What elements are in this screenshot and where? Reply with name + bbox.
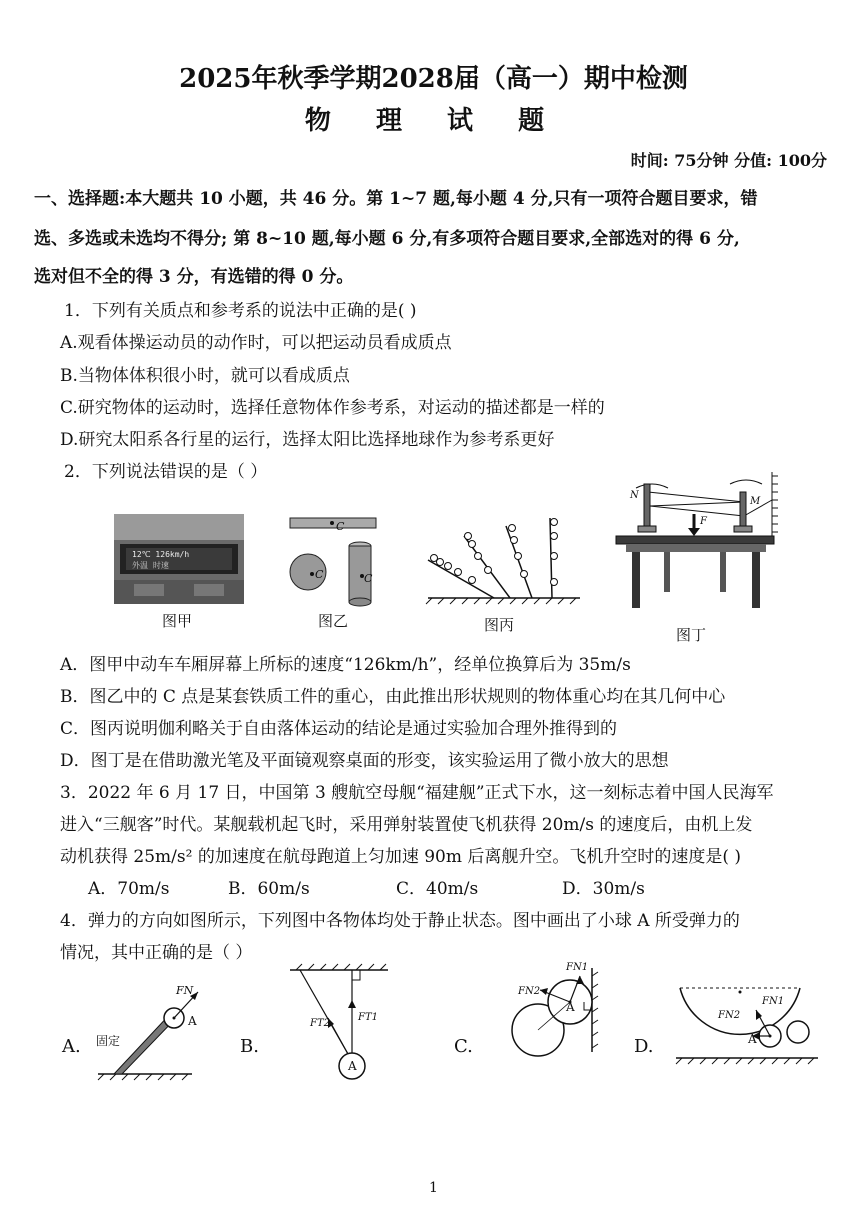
q4-figure-b (284, 962, 394, 1086)
subject-title: 物 理 试 题 (304, 106, 563, 136)
q2-option-c: C．图丙说明伽利略关于自由落体运动的结论是通过实验加合理外推得到的 (60, 719, 618, 739)
section-instruction-line3: 选对但不全的得 3 分，有选错的得 0 分。 (34, 267, 354, 287)
q4-line1: 4．弹力的方向如图所示，下列图中各物体均处于静止状态。图中画出了小球 A 所受弹力的 (60, 911, 740, 931)
label-f: F (700, 516, 707, 527)
q3-option-b: B．60m/s (228, 879, 310, 899)
q2-option-a: A．图甲中动车车厢屏幕上所标的速度“126km/h”，经单位换算后为 35m/s (60, 655, 631, 675)
fig-caption-bing: 图丙 (484, 616, 515, 634)
q4-opt-b-label: B. (240, 1036, 259, 1057)
label-ball-a: A (748, 1032, 757, 1046)
q3-option-a: A．70m/s (88, 879, 170, 899)
label-fn1: FN1 (762, 996, 785, 1007)
q3-line2: 进入“三舰客”时代。某舰载机起飞时，采用弹射装置使飞机获得 20m/s 的速度后，由机上发 (60, 815, 753, 835)
page-number: 1 (429, 1180, 438, 1196)
label-fn2: FN2 (518, 986, 541, 997)
label-c-disc: C (315, 568, 324, 581)
label-c-bar: C (336, 520, 345, 533)
time-score: 时间: 75分钟 分值: 100分 (630, 151, 827, 170)
q1-option-a: A.观看体操运动员的动作时，可以把运动员看成质点 (60, 333, 452, 353)
q4-opt-a-label: A. (62, 1036, 81, 1057)
q4-opt-c-label: C. (454, 1036, 473, 1057)
label-c-cylinder: C (364, 572, 373, 585)
q3-line3: 动机获得 25m/s² 的加速度在航母跑道上匀加速 90m 后离舰升空。飞机升空时的速度是( ) (60, 847, 742, 867)
label-ball-a: A (348, 1059, 357, 1073)
q4-opt-d-label: D. (634, 1036, 654, 1057)
q3-option-d: D．30m/s (562, 879, 645, 899)
label-fn1: FN1 (566, 962, 589, 973)
fig-caption-yi: 图乙 (318, 612, 349, 630)
label-ft1: FT1 (358, 1012, 378, 1023)
q1-stem: 1．下列有关质点和参考系的说法中正确的是( ) (64, 301, 417, 321)
q4-line2: 情况，其中正确的是（ ） (60, 943, 253, 963)
q3-option-c: C．40m/s (396, 879, 479, 899)
q2-stem: 2．下列说法错误的是（ ） (64, 462, 268, 482)
section-instruction-line2: 选、多选或未选均不得分; 第 8~10 题,每小题 6 分,有多项符合题目要求,全部选对的得 6 分, (34, 229, 740, 249)
q2-option-d: D．图丁是在借助激光笔及平面镜观察桌面的形变，该实验运用了微小放大的思想 (60, 751, 669, 771)
label-fn: FN (176, 984, 194, 997)
label-n: N (630, 490, 639, 501)
label-ft2: FT2 (310, 1018, 330, 1029)
screen-text-2: 外温 时速 (132, 561, 169, 570)
q4-figure-a (92, 976, 212, 1086)
q4-figure-c (500, 962, 610, 1062)
figure-ding-table-mirror (612, 470, 784, 614)
q1-option-d: D.研究太阳系各行星的运行，选择太阳比选择地球作为参考系更好 (60, 430, 555, 450)
figure-yi-center-of-gravity (284, 512, 384, 608)
figure-jia-train-screen (114, 514, 244, 604)
label-fn2: FN2 (718, 1010, 741, 1021)
label-ball-a: A (566, 1000, 575, 1014)
figure-bing-inclines (424, 514, 584, 606)
q2-option-b: B．图乙中的 C 点是某套铁质工件的重心，由此推出形状规则的物体重心均在其几何中心 (60, 687, 726, 707)
label-ball-a: A (188, 1014, 197, 1028)
q3-line1: 3．2022 年 6 月 17 日，中国第 3 艘航空母舰“福建舰”正式下水，这一刻标志着中国人民海军 (60, 783, 774, 803)
q4-figure-d (672, 980, 822, 1070)
fig-caption-ding: 图丁 (676, 626, 707, 644)
q1-option-b: B.当物体体积很小时，就可以看成质点 (60, 366, 350, 386)
fig-caption-jia: 图甲 (162, 612, 193, 630)
label-m: M (750, 496, 761, 507)
label-fixed: 固定 (96, 1034, 121, 1048)
exam-title: 2025年秋季学期2028届（高一）期中检测 (179, 64, 688, 94)
q1-option-c: C.研究物体的运动时，选择任意物体作参考系，对运动的描述都是一样的 (60, 398, 605, 418)
section-instruction-line1: 一、选择题:本大题共 10 小题，共 46 分。第 1~7 题,每小题 4 分,只有一项符合题目要求，错 (34, 189, 758, 209)
screen-text-1: 12℃ 126km/h (132, 550, 190, 559)
